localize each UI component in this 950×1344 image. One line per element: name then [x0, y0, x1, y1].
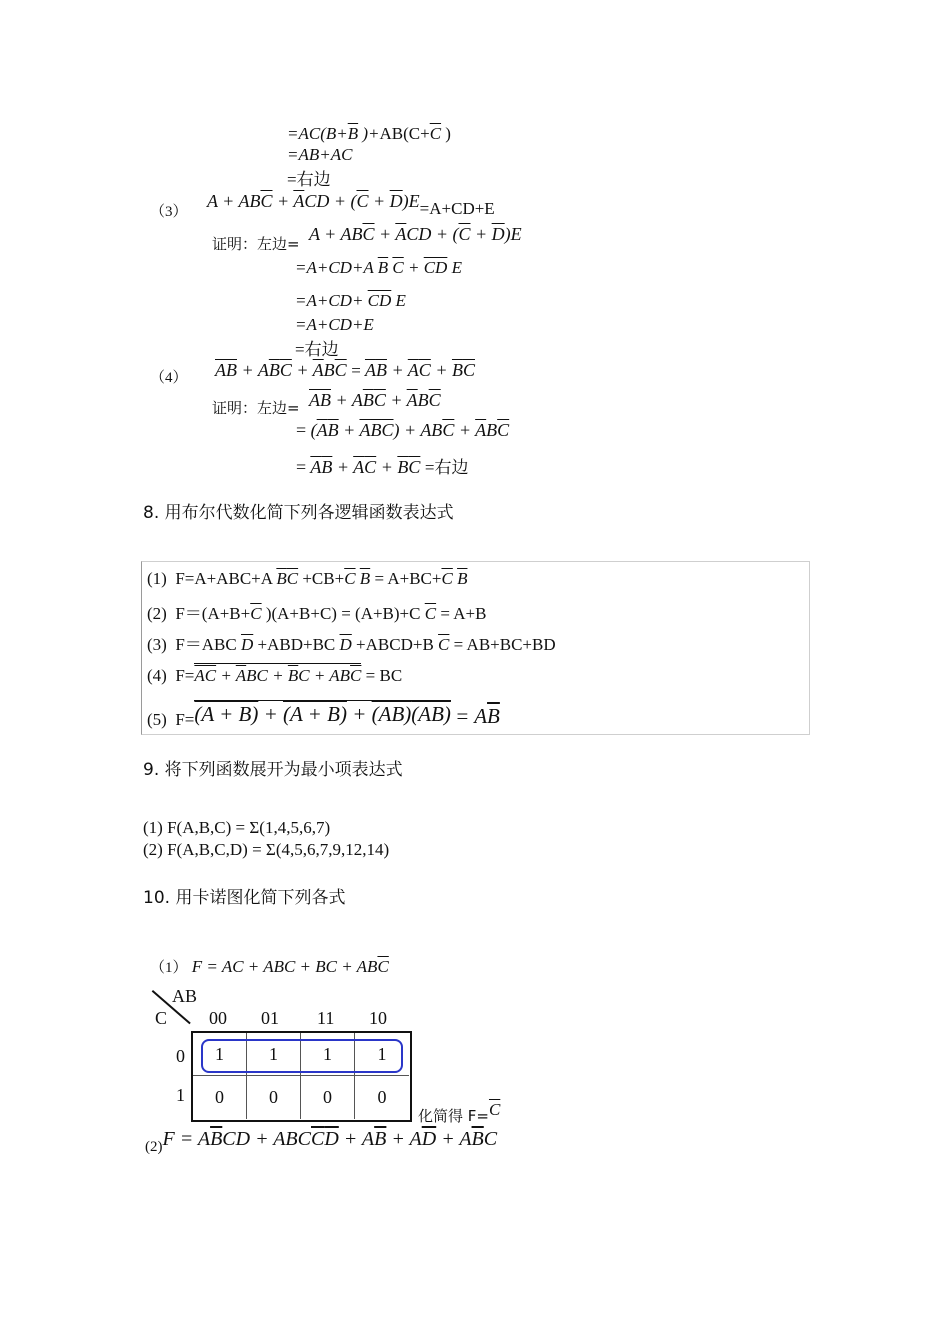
kmap-cell: 1 [247, 1033, 301, 1076]
section9-row1: (1) F(A,B,C) = Σ(1,4,5,6,7) [143, 818, 331, 837]
section10-title: 10. 用卡诺图化简下列各式 [143, 888, 346, 908]
section8-row5: (5) $F=(A + B) + (A + B) + (AB)(AB) = A\overline{B}$ [147, 702, 500, 729]
section8-row4: (4) $F=\overline{AC} + \overline{A}BC + \overline{B}C + AB\overline{C}$ = BC [147, 666, 402, 686]
item4-number: （4） [150, 370, 188, 386]
section10-q1: （1） F = AC + ABC + BC + $AB\overline{C}$ [150, 957, 389, 976]
section9-title: 9. 将下列函数展开为最小项表达式 [143, 760, 403, 780]
kmap-corner-ab: AB [172, 986, 198, 1006]
item4-proof-label: 证明：左边= [212, 399, 300, 417]
kmap-grouping-loop [201, 1039, 403, 1073]
kmap-row-label: 0 [176, 1046, 185, 1066]
section8-row2: (2) $F=(A+B+\overline{C}$ )(A+B+C) = (A+B)+C $\overline{C} = A+B$ [147, 604, 487, 623]
kmap-row-label: 1 [176, 1085, 185, 1105]
item3-proof-expression: $A + AB\overline{C} + \overline{A}CD + (\overline{C} + \overline{D})E$ [309, 224, 522, 244]
item3-expression: $A + AB\overline{C} + \overline{A}CD + (\overline{C} + \overline{D})E=A+CD+E$ [207, 191, 495, 218]
kmap-cell: 1 [301, 1033, 355, 1076]
item4-line2: = $\overline{A}\overline{B} + \overline{A}\overline{C} + \overline{B}\overline{C}$ =右边 [296, 457, 469, 477]
item3-line1: =A+CD+A $\overline{B}$ $\overline{C} + \overline{CD}$ E [295, 258, 462, 277]
section10-q2: $_{(2)}F = A\overline{B}CD + ABC\overline{C}\overline{D} + A\overline{B} + A\overline{D} + A\overline{B}C$ [145, 1128, 498, 1155]
kmap-cell: 1 [193, 1033, 247, 1076]
kmap-corner-c: C [155, 1008, 168, 1028]
kmap-col-label: 11 [317, 1008, 335, 1028]
proof2-line2: =AB+AC [287, 145, 353, 164]
proof2-line3: =右边 [287, 170, 331, 189]
kmap-col-label: 01 [261, 1008, 279, 1028]
item3-line2: $=A+CD+ \overline{CD}$ E [295, 291, 406, 310]
kmap-cell: 0 [193, 1076, 247, 1119]
section8-title: 8. 用布尔代数化简下列各逻辑函数表达式 [143, 503, 454, 523]
kmap-cell: 1 [355, 1033, 409, 1076]
section8-row3: (3) F＝ABC $\overline{D} +ABD+BC$ $\overline{D}$ +ABCD+B $\overline{C} = AB+BC+BD$ [147, 635, 556, 654]
section8-row1: (1) F=A+ABC+A $\overline{B}\overline{C} +CB+\overline{C}$ $\overline{B} = A+BC+\overline{C}$ $\overline{B}$ [147, 569, 468, 588]
kmap-cell: 0 [301, 1076, 355, 1119]
item3-line4: =右边 [295, 340, 339, 359]
item4-expression: $\overline{A}\overline{B} + A\overline{B}\overline{C} + \overline{A}B\overline{C} = \overline{A}\overline{B} + \overline{A}\overline{C} + \overline{B}\overline{C}$ [215, 360, 475, 380]
kmap-cell: 0 [247, 1076, 301, 1119]
section9-row2: (2) F(A,B,C,D) = Σ(4,5,6,7,9,12,14) [143, 840, 390, 859]
section10-result: 化简得 $F=\overline{C}$ [418, 1100, 501, 1125]
item4-line1: = $(\overline{A}\overline{B} + \overline{A}\overline{B}\overline{C}) + AB\overline{C} + \overline{A}B\overline{C}$ [296, 420, 510, 440]
item3-line3: =A+CD+E [295, 315, 374, 334]
item3-proof-label: 证明：左边= [212, 235, 300, 253]
kmap-col-label: 10 [369, 1008, 387, 1028]
kmap-col-label: 00 [209, 1008, 227, 1028]
item4-proof-expression: $\overline{A}\overline{B} + A\overline{B}\overline{C} + \overline{A}B\overline{C}$ [309, 390, 441, 410]
kmap-cell: 0 [377, 1087, 387, 1107]
item3-number: （3） [150, 204, 188, 220]
proof2-line1: $=AC(B+\overline{B}$ )$+AB(C+\overline{C}$ ) [287, 124, 451, 143]
